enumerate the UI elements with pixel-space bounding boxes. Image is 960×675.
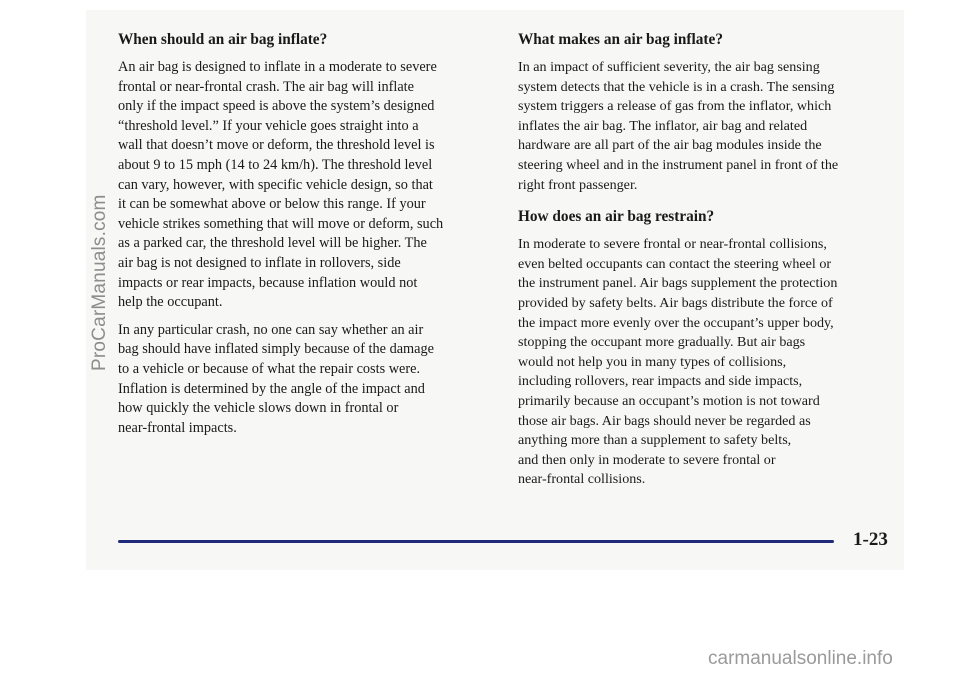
paragraph-inflation-determined: In any particular crash, no one can say whether an air bag should have inflated simply because of the damage to a vehicle or because of what the repair costs were. Inflation is determined by the angle of the impact and how quickly the vehicle slows down in frontal or near-frontal impacts. bbox=[118, 321, 435, 436]
side-watermark-text: ProCarManuals.com bbox=[89, 194, 110, 371]
side-watermark bbox=[87, 194, 110, 403]
section-heading-how-restrain: How does an air bag restrain? bbox=[518, 208, 715, 226]
left-column bbox=[118, 30, 490, 446]
footer-rule bbox=[118, 540, 834, 543]
page-number: 1-23 bbox=[853, 529, 888, 550]
section-heading-when-inflate: When should an air bag inflate? bbox=[118, 31, 328, 48]
paragraph-restrain: In moderate to severe frontal or near-frontal collisions, even belted occupants can contact the steering wheel or the instrument panel. Air bags supplement the protection provided by safety belts. Air bags distribute the force of the impact more evenly over the occupant’s upper body, stopping the occupant more gradually. But air bags would not help you in many types of collisions, including rollovers, rear impacts and side impacts, primarily because an occupant’s motion is not toward those air bags. Air bags should never be regarded as anything more than a supplement to safety belts, and then only in moderate to severe frontal or near-frontal collisions. bbox=[518, 236, 838, 488]
section-heading-what-makes-inflate: What makes an air bag inflate? bbox=[518, 31, 723, 48]
paragraph-threshold: An air bag is designed to inflate in a moderate to severe frontal or near-frontal crash. The air bag will inflate only if the impact speed is above the system’s designed “threshold level.” If your vehicle goes straight into a wall that doesn’t move or deform, the threshold level is about 9 to 15 mph (14 to 24 km/h). The threshold level can vary, however, with specific vehicle design, so that it can be somewhat above or below this range. If your vehicle strikes something that will move or deform, such as a parked car, the threshold level will be higher. The air bag is not designed to inflate in rollovers, side impacts or rear impacts, because inflation would not help the occupant. bbox=[118, 59, 444, 311]
bottom-watermark: carmanualsonline.info bbox=[708, 648, 893, 669]
right-column bbox=[518, 30, 896, 498]
paragraph-sensing-system: In an impact of sufficient severity, the air bag sensing system detects that the vehicle is in a crash. The sensing system triggers a release of gas from the inflator, which inflates the air bag. The inflator, air bag and related hardware are all part of the air bag modules inside the steering wheel and in the instrument panel in front of the right front passenger. bbox=[518, 59, 839, 193]
